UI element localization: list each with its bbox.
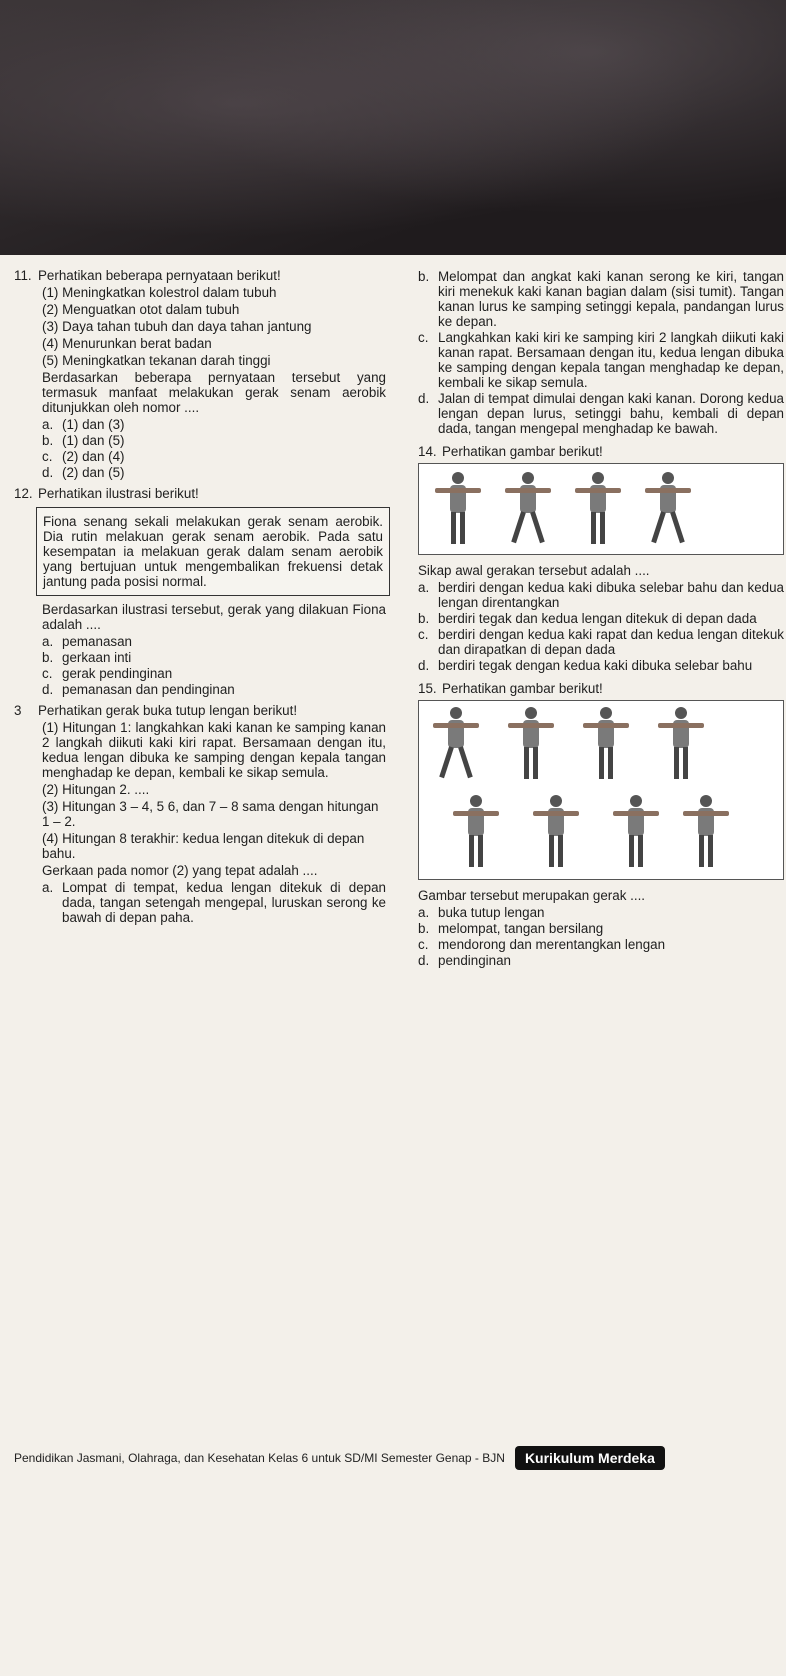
option-text: melompat, tangan bersilang	[438, 921, 604, 936]
question-stem: Perhatikan beberapa pernyataan berikut!	[38, 268, 281, 283]
option[interactable]	[418, 391, 784, 436]
question-text: Berdasarkan ilustrasi tersebut, gerak yang dilakuan Fiona adalah ....	[42, 602, 386, 632]
option[interactable]	[418, 330, 784, 390]
question-14	[418, 444, 784, 459]
question-number: 15.	[418, 681, 437, 696]
step: (2) Hitungan 2. ....	[42, 782, 150, 797]
option-letter: a.	[418, 580, 430, 595]
option-letter: d.	[42, 465, 54, 480]
option-text: Lompat di tempat, kedua lengan ditekuk di depan dada, tangan setengah mengepal, luruskan serong ke bawah di depan paha.	[62, 880, 386, 925]
option-text: (1) dan (5)	[62, 433, 125, 448]
option-text: berdiri dengan kedua kaki rapat dan kedua lengan ditekuk dan dirapatkan di depan dada	[438, 627, 784, 657]
question-text: Sikap awal gerakan tersebut adalah ....	[418, 563, 650, 578]
option-text: buka tutup lengan	[438, 905, 545, 920]
option-letter: c.	[42, 666, 53, 681]
illustration-box: Fiona senang sekali melakukan gerak senam aerobik. Dia rutin melakuan gerak senam aerobik. Pada satu kesempatan ia melakuan gerak dalam senam aerobik yang bertujuan untuk mengembalikan frekuensi detak jantung pada posisi normal.	[36, 507, 390, 596]
figure-person	[664, 707, 698, 781]
figure-person	[511, 472, 545, 546]
option[interactable]	[418, 580, 784, 610]
option-letter: d.	[42, 682, 54, 697]
figure-person	[459, 795, 493, 869]
option-text: pemanasan dan pendinginan	[62, 682, 235, 697]
option-letter: c.	[42, 449, 53, 464]
step: (4) Hitungan 8 terakhir: kedua lengan ditekuk di depan bahu.	[42, 831, 365, 861]
option-text: berdiri dengan kedua kaki dibuka selebar bahu dan kedua lengan direntangkan	[438, 580, 784, 610]
q15-options	[418, 905, 784, 968]
question-11	[14, 268, 386, 283]
option[interactable]	[42, 682, 386, 697]
question-number: 12.	[14, 486, 33, 501]
option[interactable]	[42, 465, 386, 480]
option-letter: b.	[42, 650, 54, 665]
option-letter: b.	[42, 433, 54, 448]
question-number: 11.	[14, 268, 32, 283]
option-letter: b.	[418, 269, 430, 284]
figure-15	[418, 700, 784, 880]
option-letter: c.	[418, 330, 429, 345]
question-text: Gerkaan pada nomor (2) yang tepat adalah ....	[42, 863, 318, 878]
step: (1) Hitungan 1: langkahkan kaki kanan ke samping kanan 2 langkah diikuti kaki kiri rapat. Bersamaan dengan itu, kedua lengan dibuka ke samping dengan kepala tangan menghadap ke depan, kembali ke sikap semula.	[42, 720, 386, 780]
option-text: Langkahkan kaki kiri ke samping kiri 2 langkah diikuti kaki kanan rapat. Bersamaan dengan itu, kedua lengan dibuka ke samping dengan kepala tangan menghadap ke depan, kembali ke sikap semula.	[438, 330, 784, 390]
footer-text: Pendidikan Jasmani, Olahraga, dan Kesehatan Kelas 6 untuk SD/MI Semester Genap - BJN	[14, 1451, 505, 1465]
option-text: mendorong dan merentangkan lengan	[438, 937, 666, 952]
option[interactable]	[42, 880, 386, 925]
background-fabric	[0, 0, 786, 260]
option-letter: d.	[418, 391, 430, 406]
option[interactable]	[418, 611, 784, 626]
option-text: pemanasan	[62, 634, 132, 649]
statement: (5) Meningkatkan tekanan darah tinggi	[42, 353, 271, 368]
figure-person	[689, 795, 723, 869]
figure-person	[439, 707, 473, 781]
option-letter: d.	[418, 953, 430, 968]
question-stem: Perhatikan gambar berikut!	[442, 681, 603, 696]
option-text: (1) dan (3)	[62, 417, 125, 432]
figure-person	[514, 707, 548, 781]
option-text: (2) dan (4)	[62, 449, 125, 464]
option[interactable]	[418, 921, 784, 936]
option-text: Melompat dan angkat kaki kanan serong ke kiri, tangan kiri menekuk kaki kanan bagian dalam (sisi tumit). Tangan kanan lurus ke samping setinggi kepala, pandangan lurus ke depan.	[438, 269, 784, 329]
statement: (1) Meningkatkan kolestrol dalam tubuh	[42, 285, 277, 300]
option-text: pendinginan	[438, 953, 511, 968]
q13-body	[14, 720, 386, 925]
statement: (3) Daya tahan tubuh dan daya tahan jantung	[42, 319, 312, 334]
question-stem: Perhatikan gerak buka tutup lengan berikut!	[38, 703, 298, 718]
figure-person	[581, 472, 615, 546]
option[interactable]	[418, 269, 784, 329]
figure-person	[589, 707, 623, 781]
option-text: gerkaan inti	[62, 650, 132, 665]
option-text: Jalan di tempat dimulai dengan kaki kanan. Dorong kedua lengan depan lurus, setinggi bahu, kembali di depan dada, tangan mengepal menghadap ke bawah.	[438, 391, 784, 436]
figure-person	[651, 472, 685, 546]
q11-items	[14, 285, 386, 480]
option-letter: c.	[418, 937, 429, 952]
option-letter: b.	[418, 611, 430, 626]
option[interactable]	[42, 433, 386, 448]
question-15	[418, 681, 784, 696]
option[interactable]	[418, 905, 784, 920]
option[interactable]	[418, 953, 784, 968]
option-text: berdiri tegak dengan kedua kaki dibuka selebar bahu	[438, 658, 753, 673]
question-stem: Perhatikan ilustrasi berikut!	[38, 486, 199, 501]
statement: (2) Menguatkan otot dalam tubuh	[42, 302, 240, 317]
option-text: gerak pendinginan	[62, 666, 173, 681]
option-letter: a.	[42, 634, 54, 649]
option-text: (2) dan (5)	[62, 465, 125, 480]
figure-person	[619, 795, 653, 869]
statement: (4) Menurunkan berat badan	[42, 336, 212, 351]
option[interactable]	[418, 658, 784, 673]
q14-options	[418, 580, 784, 673]
option-letter: a.	[418, 905, 430, 920]
option[interactable]	[42, 634, 386, 649]
option[interactable]	[42, 666, 386, 681]
question-number: 3	[14, 703, 22, 718]
question-12	[14, 486, 386, 501]
question-13	[14, 703, 386, 718]
q12-body	[14, 602, 386, 697]
option-letter: a.	[42, 880, 54, 895]
option[interactable]	[418, 627, 784, 657]
question-number: 14.	[418, 444, 437, 459]
curriculum-badge: Kurikulum Merdeka	[515, 1446, 665, 1470]
right-column	[418, 268, 784, 969]
option-text: berdiri tegak dan kedua lengan ditekuk di depan dada	[438, 611, 757, 626]
option-letter: b.	[418, 921, 430, 936]
q11-continued-options	[418, 269, 784, 436]
option[interactable]	[42, 650, 386, 665]
option-letter: d.	[418, 658, 430, 673]
figure-14	[418, 463, 784, 555]
question-text: Gambar tersebut merupakan gerak ....	[418, 888, 646, 903]
option[interactable]	[42, 449, 386, 464]
option[interactable]	[42, 417, 386, 432]
question-stem: Perhatikan gambar berikut!	[442, 444, 603, 459]
option[interactable]	[418, 937, 784, 952]
step: (3) Hitungan 3 – 4, 5 6, dan 7 – 8 sama dengan hitungan 1 – 2.	[42, 799, 379, 829]
left-column	[14, 268, 386, 926]
figure-person	[441, 472, 475, 546]
page-footer	[14, 1444, 774, 1472]
option-letter: a.	[42, 417, 54, 432]
option-letter: c.	[418, 627, 429, 642]
question-text: Berdasarkan beberapa pernyataan tersebut yang termasuk manfaat melakukan gerak senam aerobik ditunjukkan oleh nomor ....	[42, 370, 386, 415]
figure-person	[539, 795, 573, 869]
